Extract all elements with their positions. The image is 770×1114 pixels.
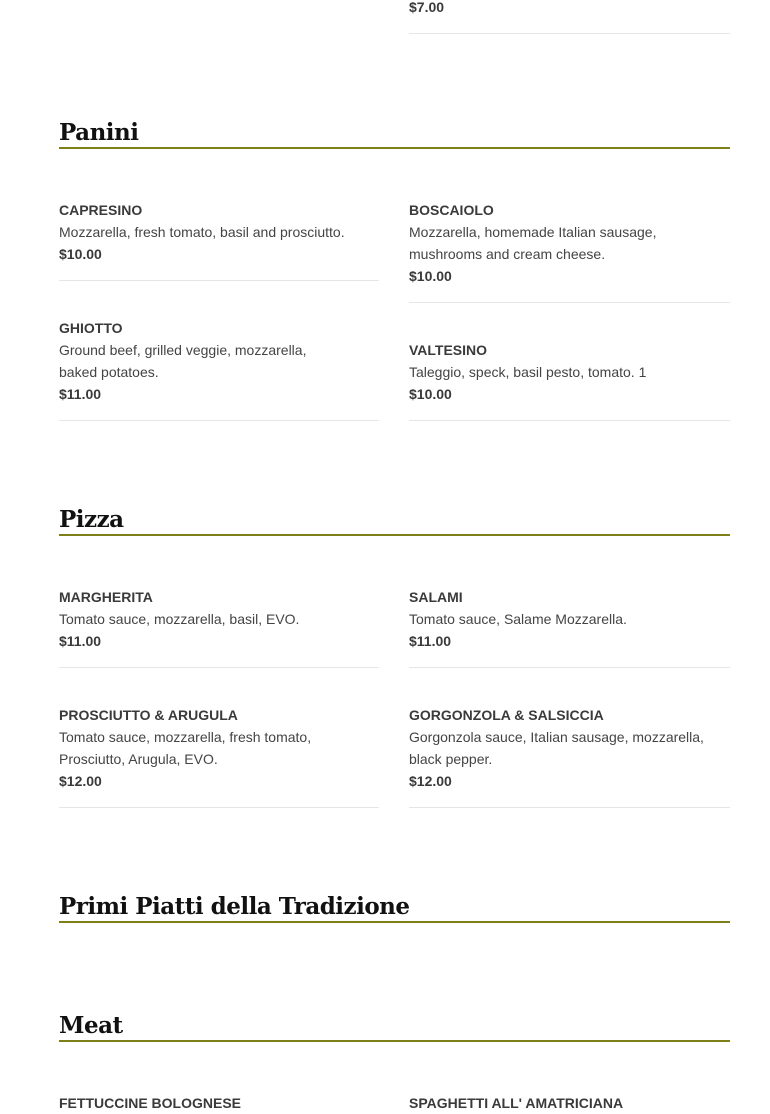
item-name: PROSCIUTTO & ARUGULA <box>59 707 238 723</box>
item-description: Mozzarella, homemade Italian sausage, mushrooms and cream cheese. <box>409 224 657 262</box>
item-description: Taleggio, speck, basil pesto, tomato. 1 <box>409 364 647 380</box>
item-name: SALAMI <box>409 589 463 605</box>
item-description: Tomato sauce, mozzarella, basil, EVO. <box>59 611 300 627</box>
menu-item-margherita <box>59 586 380 652</box>
item-divider <box>59 667 379 668</box>
section-title-panini: Panini <box>59 119 139 146</box>
item-description: Mozzarella, fresh tomato, basil and prosciutto. <box>59 224 345 240</box>
item-divider <box>59 280 379 281</box>
section-divider <box>59 1040 730 1042</box>
menu-item-salami <box>409 586 730 652</box>
item-description: Ground beef, grilled veggie, mozzarella, baked potatoes. <box>59 342 307 380</box>
menu-item-top-partial <box>409 0 730 18</box>
item-price: $11.00 <box>59 633 102 649</box>
menu-item-ghiotto <box>59 317 324 405</box>
item-description: Tomato sauce, mozzarella, fresh tomato, Prosciutto, Arugula, EVO. <box>59 729 312 767</box>
item-name: FETTUCCINE BOLOGNESE <box>59 1095 242 1111</box>
item-description: Tomato sauce, Salame Mozzarella. <box>409 611 627 627</box>
item-price: $10.00 <box>409 268 452 284</box>
menu-item-boscaiolo <box>409 199 684 287</box>
item-divider <box>409 807 730 808</box>
item-name: GHIOTTO <box>59 320 123 336</box>
menu-item-prosciutto-arugula <box>59 704 334 792</box>
item-description: Gorgonzola sauce, Italian sausage, mozzarella, black pepper. <box>409 729 704 767</box>
item-price: $11.00 <box>409 633 452 649</box>
item-price: $11.00 <box>59 386 102 402</box>
item-divider <box>59 420 379 421</box>
section-divider <box>59 534 730 536</box>
section-divider <box>59 147 730 149</box>
item-price: $12.00 <box>409 773 452 789</box>
item-name: MARGHERITA <box>59 589 153 605</box>
item-name: SPAGHETTI ALL' AMATRICIANA <box>409 1095 624 1111</box>
item-divider <box>409 302 730 303</box>
item-price: $12.00 <box>59 773 102 789</box>
section-divider <box>59 921 730 923</box>
menu-item-gorgonzola-salsiccia <box>409 704 719 792</box>
item-name: CAPRESINO <box>59 202 143 218</box>
item-name: BOSCAIOLO <box>409 202 494 218</box>
menu-item-capresino <box>59 199 380 265</box>
item-divider <box>409 420 730 421</box>
item-name: GORGONZOLA & SALSICCIA <box>409 707 604 723</box>
item-name: VALTESINO <box>409 342 488 358</box>
item-price: $10.00 <box>59 246 102 262</box>
item-divider <box>59 807 379 808</box>
item-price: $7.00 <box>409 0 445 15</box>
menu-item-valtesino <box>409 339 730 405</box>
item-divider <box>409 667 730 668</box>
item-price: $10.00 <box>409 386 452 402</box>
section-title-primi-piatti: Primi Piatti della Tradizione <box>59 893 410 920</box>
section-title-meat: Meat <box>59 1012 123 1039</box>
section-title-pizza: Pizza <box>59 506 124 533</box>
item-divider <box>409 33 730 34</box>
